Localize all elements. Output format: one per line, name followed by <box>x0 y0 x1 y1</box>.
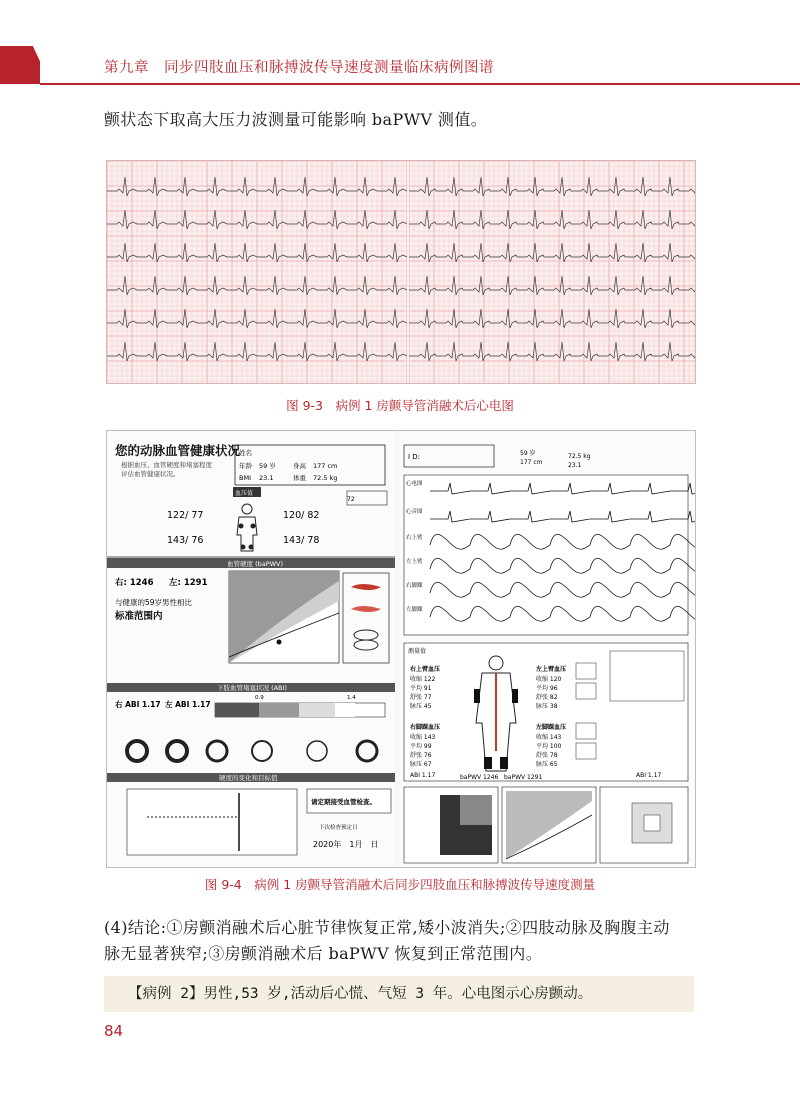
pwv-note-2: 标准范围内 <box>115 611 163 622</box>
figure-9-3-caption: 图 9-3 病例 1 房颤导管消融术后心电图 <box>286 398 514 413</box>
height-value: 177 cm <box>313 462 338 470</box>
right-ankle-row: 脉压 67 <box>410 761 432 768</box>
age-label: 年龄 <box>239 462 252 470</box>
conclusion-line-1: (4)结论:①房颤消融术后心脏节律恢复正常,矮小波消失;②四肢动脉及胸腹主动 <box>104 918 670 937</box>
pvr-label-left-arm: 左上臂 <box>406 559 423 565</box>
hr-value: 72 <box>347 496 355 503</box>
health-status-report <box>107 431 395 867</box>
right-ankle-title: 右脚踝血压 <box>410 724 441 731</box>
left-ankle-row: 舒张 78 <box>536 752 558 759</box>
pcg-label: 心音图 <box>406 509 423 515</box>
abi-right: ABI 1.17 <box>410 772 436 779</box>
conclusion-line-2: 脉无显著狭窄;③房颤消融术后 baPWV 恢复到正常范围内。 <box>104 944 543 963</box>
left-ankle-title: 左脚踝血压 <box>536 724 567 731</box>
body-paragraph-top: 颤状态下取高大压力波测量可能影响 baPWV 测值。 <box>104 110 488 129</box>
trend-section-label: 硬度的变化和目标值 <box>219 774 278 782</box>
abi-right-value: 右 ABI 1.17 <box>115 700 161 709</box>
left-arm-row: 收缩 120 <box>536 676 562 683</box>
right-arm-row: 平均 91 <box>410 685 432 692</box>
left-ankle-row: 平均 100 <box>536 743 562 750</box>
right-ankle-row: 舒张 76 <box>410 752 432 759</box>
report-title: 您的动脉血管健康状况 <box>115 443 241 458</box>
pwv-report-figure <box>106 430 696 868</box>
ecg-trace <box>409 309 695 328</box>
pwv-data-point <box>277 640 282 645</box>
left-ankle-row: 脉压 65 <box>536 761 558 768</box>
right-arm-row: 舒张 77 <box>410 694 432 701</box>
bp-right-ankle: 143/ 76 <box>167 535 204 546</box>
ecg-label: 心电图 <box>406 481 423 487</box>
weight-value: 72.5 kg <box>313 474 338 482</box>
measurement-report <box>400 431 695 867</box>
ecg-panel-left <box>107 161 407 383</box>
bapwv-right: baPWV 1246 <box>460 774 499 781</box>
right-bmi-value: 23.1 <box>568 462 582 469</box>
ecg-panel-right <box>409 161 695 383</box>
left-arm-row: 脉压 38 <box>536 703 558 710</box>
pwv-age-chart <box>229 571 339 663</box>
ecg-figure <box>106 160 696 384</box>
measurement-title: 测量值 <box>408 648 427 655</box>
abi-scale-low: 0.9 <box>255 695 264 701</box>
left-ankle-row: 收缩 143 <box>536 734 562 741</box>
abi-left: ABI 1.17 <box>636 772 662 779</box>
pvr-label-right-ankle: 右脚踝 <box>406 583 423 589</box>
ecg-trace <box>409 276 695 295</box>
bp-left-arm: 120/ 82 <box>283 510 320 521</box>
chapter-tab-marker <box>0 46 40 84</box>
ecg-trace <box>409 342 695 361</box>
pwv-section-label: 血管硬度 (baPWV) <box>227 560 284 568</box>
pvr-label-left-ankle: 左脚踝 <box>406 607 423 613</box>
patient-id-label: I D: <box>408 453 421 461</box>
ecg-trace <box>409 177 695 196</box>
ecg-trace <box>409 243 695 262</box>
header-rule <box>40 83 800 85</box>
left-arm-title: 左上臂血压 <box>536 666 567 673</box>
pwv-left-value: 左: 1291 <box>169 578 208 588</box>
pwv-note-1: 与健康的59岁男性相比 <box>115 598 193 607</box>
pwv-right-value: 右: 1246 <box>115 578 154 588</box>
abi-section-label: 下肢血管堵塞状况 (ABI) <box>217 684 287 692</box>
left-arm-row: 舒张 82 <box>536 694 558 701</box>
chapter-title: 第九章 同步四肢血压和脉搏波传导速度测量临床病例图谱 <box>104 60 494 76</box>
trend-chart <box>127 789 297 855</box>
bmi-label: BMI <box>239 474 251 482</box>
right-height-value: 177 cm <box>520 459 543 466</box>
report-subtitle-1: 根据血压、血管硬度和堵塞程度 <box>121 461 212 469</box>
figure-9-4-caption: 图 9-4 病例 1 房颤导管消融术后同步四肢血压和脉搏波传导速度测量 <box>204 877 596 892</box>
report-date: 2020年 1月 日 <box>313 840 379 849</box>
weight-label: 体重 <box>293 474 306 482</box>
pvr-label-right-arm: 右上臂 <box>406 535 423 541</box>
abi-left-value: 左 ABI 1.17 <box>165 700 211 709</box>
height-label: 身高 <box>293 462 306 470</box>
right-ankle-row: 平均 99 <box>410 743 432 750</box>
bapwv-left: baPWV 1291 <box>504 774 543 781</box>
case-2-box: 【病例 2】男性,53 岁,活动后心慌、气短 3 年。心电图示心房颤动。 <box>104 976 694 1012</box>
ecg-trace <box>409 210 695 229</box>
bp-section-label: 血压值 <box>235 490 254 497</box>
next-exam-label: 下次检查预定日 <box>319 825 358 831</box>
right-ankle-row: 收缩 143 <box>410 734 436 741</box>
right-arm-title: 右上臂血压 <box>410 666 441 673</box>
abi-scale-bar <box>215 703 385 717</box>
right-age-value: 59 岁 <box>520 450 536 457</box>
right-weight-value: 72.5 kg <box>568 453 591 460</box>
bp-right-arm: 122/ 77 <box>167 510 204 521</box>
trend-notice: 请定期接受血管检查。 <box>311 798 376 806</box>
age-value: 59 岁 <box>259 462 276 470</box>
bmi-value: 23.1 <box>259 474 274 482</box>
bottom-charts <box>404 787 688 863</box>
abi-scale-high: 1.4 <box>347 695 356 701</box>
page-number: 84 <box>104 1022 124 1040</box>
report-subtitle-2: 评估血管健康状况。 <box>121 470 180 478</box>
waveform-panel <box>404 475 695 635</box>
left-arm-row: 平均 96 <box>536 685 558 692</box>
right-arm-row: 收缩 122 <box>410 676 436 683</box>
bp-left-ankle: 143/ 78 <box>283 535 320 546</box>
name-label: 姓名 <box>239 449 252 457</box>
right-arm-row: 脉压 45 <box>410 703 432 710</box>
